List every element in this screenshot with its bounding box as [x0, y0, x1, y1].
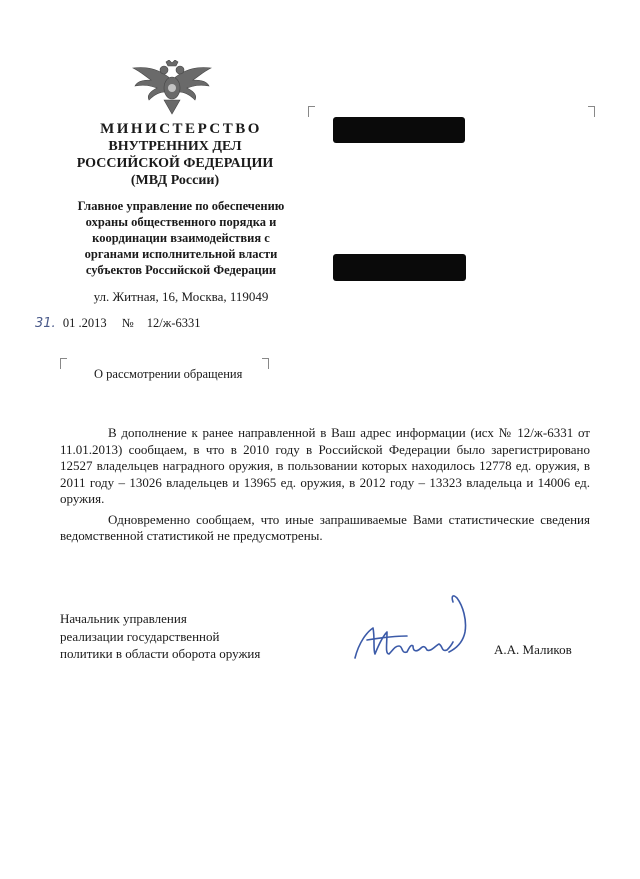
outgoing-date: 01 .2013	[62, 316, 107, 330]
department-line: субъектов Российской Федерации	[85, 263, 277, 277]
double-headed-eagle-emblem-icon	[131, 60, 213, 118]
handwritten-day: 31.	[35, 316, 56, 331]
signer-position	[60, 610, 260, 663]
department-line: Главное управление по обеспечению	[77, 199, 285, 213]
department-line: охраны общественного порядка и	[85, 215, 277, 229]
department-name	[46, 198, 316, 278]
ministry-title: МИНИСТЕРСТВО	[100, 121, 262, 137]
ministry-abbreviation: (МВД России)	[130, 173, 220, 188]
redacted-recipient-name	[333, 117, 465, 143]
signer-position-line: политики в области оборота оружия	[60, 646, 261, 661]
letter-body	[60, 425, 590, 545]
handwritten-signature	[345, 592, 475, 672]
ministry-line: ВНУТРЕННИХ ДЕЛ	[108, 139, 242, 154]
subject-corner-left	[60, 358, 67, 369]
letter-subject: О рассмотрении обращения	[94, 367, 243, 381]
ministry-line: РОССИЙСКОЙ ФЕДЕРАЦИИ	[76, 156, 274, 171]
number-sign: №	[121, 316, 134, 330]
recipient-corner-left	[308, 106, 315, 117]
signer-position-line: реализации государственной	[60, 628, 220, 644]
signer-name: А.А. Маликов	[494, 642, 572, 657]
body-paragraph: В дополнение к ранее направленной в Ваш адрес информации (исх № 12/ж-6331 от 11.01.2013) сообщаем, в что в 2010 году в Российской Федерации было зарегистрировано 12527 владельцев наградного оружия, в пользовании которых находилось 12778 ед. оружия, в 2011 году – 13026 владельцев и 13965 ед. оружия, в 2012 году – 13323 владельца и 14006 ед. оружия.	[60, 425, 590, 506]
department-line: органами исполнительной власти	[84, 247, 278, 261]
department-line: координации взаимодействия с	[92, 231, 270, 245]
redacted-recipient-address	[333, 254, 466, 281]
ministry-header	[40, 120, 310, 189]
ministry-address: ул. Житная, 16, Москва, 119049	[93, 289, 269, 304]
outgoing-reference	[35, 316, 201, 331]
signer-position-line: Начальник управления	[60, 611, 187, 626]
body-paragraph: Одновременно сообщаем, что иные запрашиваемые Вами статистические сведения ведомственной статистикой не предусмотрены.	[60, 511, 590, 543]
subject-corner-right	[262, 358, 269, 369]
outgoing-number: 12/ж-6331	[146, 316, 201, 330]
recipient-corner-right	[588, 106, 595, 117]
